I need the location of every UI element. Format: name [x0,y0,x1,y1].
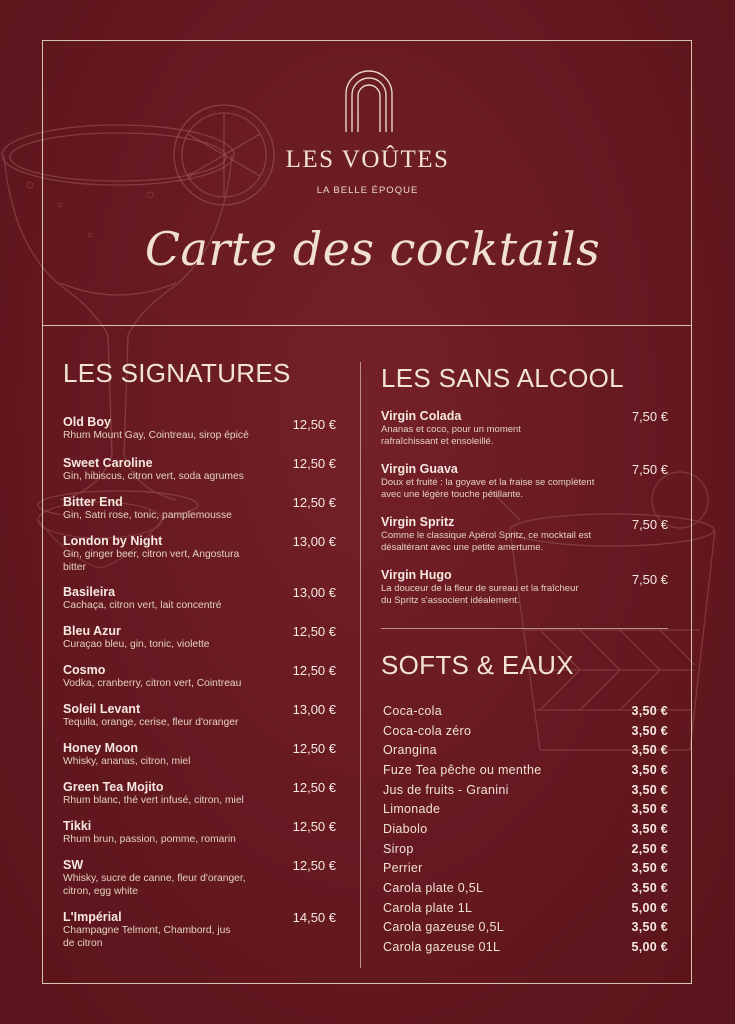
item-price: 12,50 € [292,663,336,678]
list-item [383,802,668,820]
item-name: Tikki [63,819,92,833]
item-name: Jus de fruits - Granini [383,783,509,797]
list-item [63,495,336,523]
item-name: Sirop [383,842,414,856]
item-name: Bleu Azur [63,624,121,638]
item-name: Virgin Colada [381,409,462,423]
page-title: Carte des cocktails [144,222,601,276]
item-name: Virgin Hugo [381,568,452,582]
item-price: 5,00 € [631,940,668,954]
item-price: 12,50 € [292,495,336,510]
item-desc: Rhum brun, passion, pomme, romarin [63,834,236,845]
item-price: 3,50 € [631,763,668,777]
list-item [63,585,336,613]
list-item [383,783,668,801]
item-desc: Vodka, cranberry, citron vert, Cointreau [63,678,242,689]
section-title-sans-alcool: LES SANS ALCOOL [381,363,624,393]
list-item [63,456,336,484]
list-item [381,409,668,447]
item-price: 3,50 € [631,802,668,816]
item-name: Carola plate 0,5L [383,881,484,895]
item-price: 12,50 € [292,858,336,873]
item-desc: Tequila, orange, cerise, fleur d'oranger [63,717,239,728]
item-name: Fuze Tea pêche ou menthe [383,763,542,777]
item-name: Limonade [383,802,441,816]
item-desc: Rhum Mount Gay, Cointreau, sirop épicé [63,430,249,441]
item-price: 14,50 € [292,910,336,925]
item-desc: La douceur de la fleur de sureau et la fraîcheur du Spritz s'associent idéalement. [381,583,579,606]
item-name: Orangina [383,743,437,757]
list-item [383,920,668,938]
item-name: Basileira [63,585,116,599]
item-name: Green Tea Mojito [63,780,164,794]
item-price: 3,50 € [631,881,668,895]
arch-logo-icon [343,68,395,134]
item-name: SW [63,858,84,872]
item-price: 3,50 € [631,861,668,875]
list-item [383,940,668,958]
item-desc: Gin, Satri rose, tonic, pamplemousse [63,510,232,521]
item-price: 3,50 € [631,724,668,738]
list-item [63,415,336,443]
item-name: Sweet Caroline [63,456,153,470]
list-item [383,704,668,722]
section-divider [381,628,668,629]
item-desc: Rhum blanc, thé vert infusé, citron, miel [63,795,244,806]
item-price: 7,50 € [631,517,668,532]
list-item [381,462,668,500]
item-price: 12,50 € [292,780,336,795]
list-item [383,861,668,879]
item-price: 3,50 € [631,920,668,934]
column-divider [360,362,361,968]
item-price: 5,00 € [631,901,668,915]
item-price: 13,00 € [292,702,336,717]
item-name: Honey Moon [63,741,138,755]
item-price: 3,50 € [631,783,668,797]
list-item [383,822,668,840]
list-item [63,624,336,652]
item-price: 12,50 € [292,819,336,834]
item-name: Coca-cola [383,704,442,718]
item-name: Virgin Guava [381,462,458,476]
item-name: Cosmo [63,663,106,677]
item-desc: Doux et fruité : la goyave et la fraise se complètent avec une légère touche pétillante. [381,477,595,500]
item-price: 13,00 € [292,534,336,549]
item-name: Carola plate 1L [383,901,473,915]
list-item [63,858,336,898]
item-price: 3,50 € [631,822,668,836]
item-price: 12,50 € [292,624,336,639]
item-price: 7,50 € [631,462,668,477]
item-desc: Whisky, sucre de canne, fleur d'oranger, citron, egg white [63,873,246,897]
brand-name: LES VOÛTES [285,146,450,173]
list-item [381,515,668,553]
list-item [383,842,668,860]
item-name: Perrier [383,861,423,875]
list-item [63,663,336,691]
item-name: Diabolo [383,822,428,836]
item-price: 3,50 € [631,704,668,718]
item-price: 12,50 € [292,456,336,471]
list-item [381,568,668,606]
item-name: London by Night [63,534,163,548]
item-name: Virgin Spritz [381,515,455,529]
item-price: 7,50 € [631,409,668,424]
item-price: 12,50 € [292,741,336,756]
item-price: 2,50 € [631,842,668,856]
item-desc: Gin, ginger beer, citron vert, Angostura bitter [63,549,240,573]
item-name: Coca-cola zéro [383,724,472,738]
list-item [383,881,668,899]
section-title-softs: SOFTS & EAUX [381,650,574,680]
item-desc: Cachaça, citron vert, lait concentré [63,600,222,611]
list-item [63,534,336,574]
item-desc: Whisky, ananas, citron, miel [63,756,191,767]
list-item [63,819,336,847]
list-item [63,780,336,808]
list-item [63,910,336,950]
item-price: 7,50 € [631,572,668,587]
item-name: Bitter End [63,495,123,509]
item-price: 12,50 € [292,417,336,432]
item-name: Carola gazeuse 01L [383,940,501,954]
item-name: L'Impérial [63,910,122,924]
item-desc: Curaçao bleu, gin, tonic, violette [63,639,210,650]
list-item [383,724,668,742]
item-desc: Gin, hibiscus, citron vert, soda agrumes [63,471,244,482]
list-item [383,743,668,761]
brand-tagline: LA BELLE ÉPOQUE [316,185,419,196]
section-title-signatures: LES SIGNATURES [63,358,291,388]
list-item [63,741,336,769]
header-divider [42,325,692,326]
item-price: 3,50 € [631,743,668,757]
item-desc: Champagne Telmont, Chambord, jus de citron [63,925,231,949]
list-item [383,901,668,919]
item-desc: Comme le classique Apérol Spritz, ce mocktail est désaltérant avec une petite amertume. [381,530,592,553]
item-name: Soleil Levant [63,702,141,716]
item-name: Carola gazeuse 0,5L [383,920,505,934]
list-item [63,702,336,730]
list-item [383,763,668,781]
item-price: 13,00 € [292,585,336,600]
item-name: Old Boy [63,415,111,429]
item-desc: Ananas et coco, pour un moment rafraîchissant et ensoleillé. [381,424,521,447]
